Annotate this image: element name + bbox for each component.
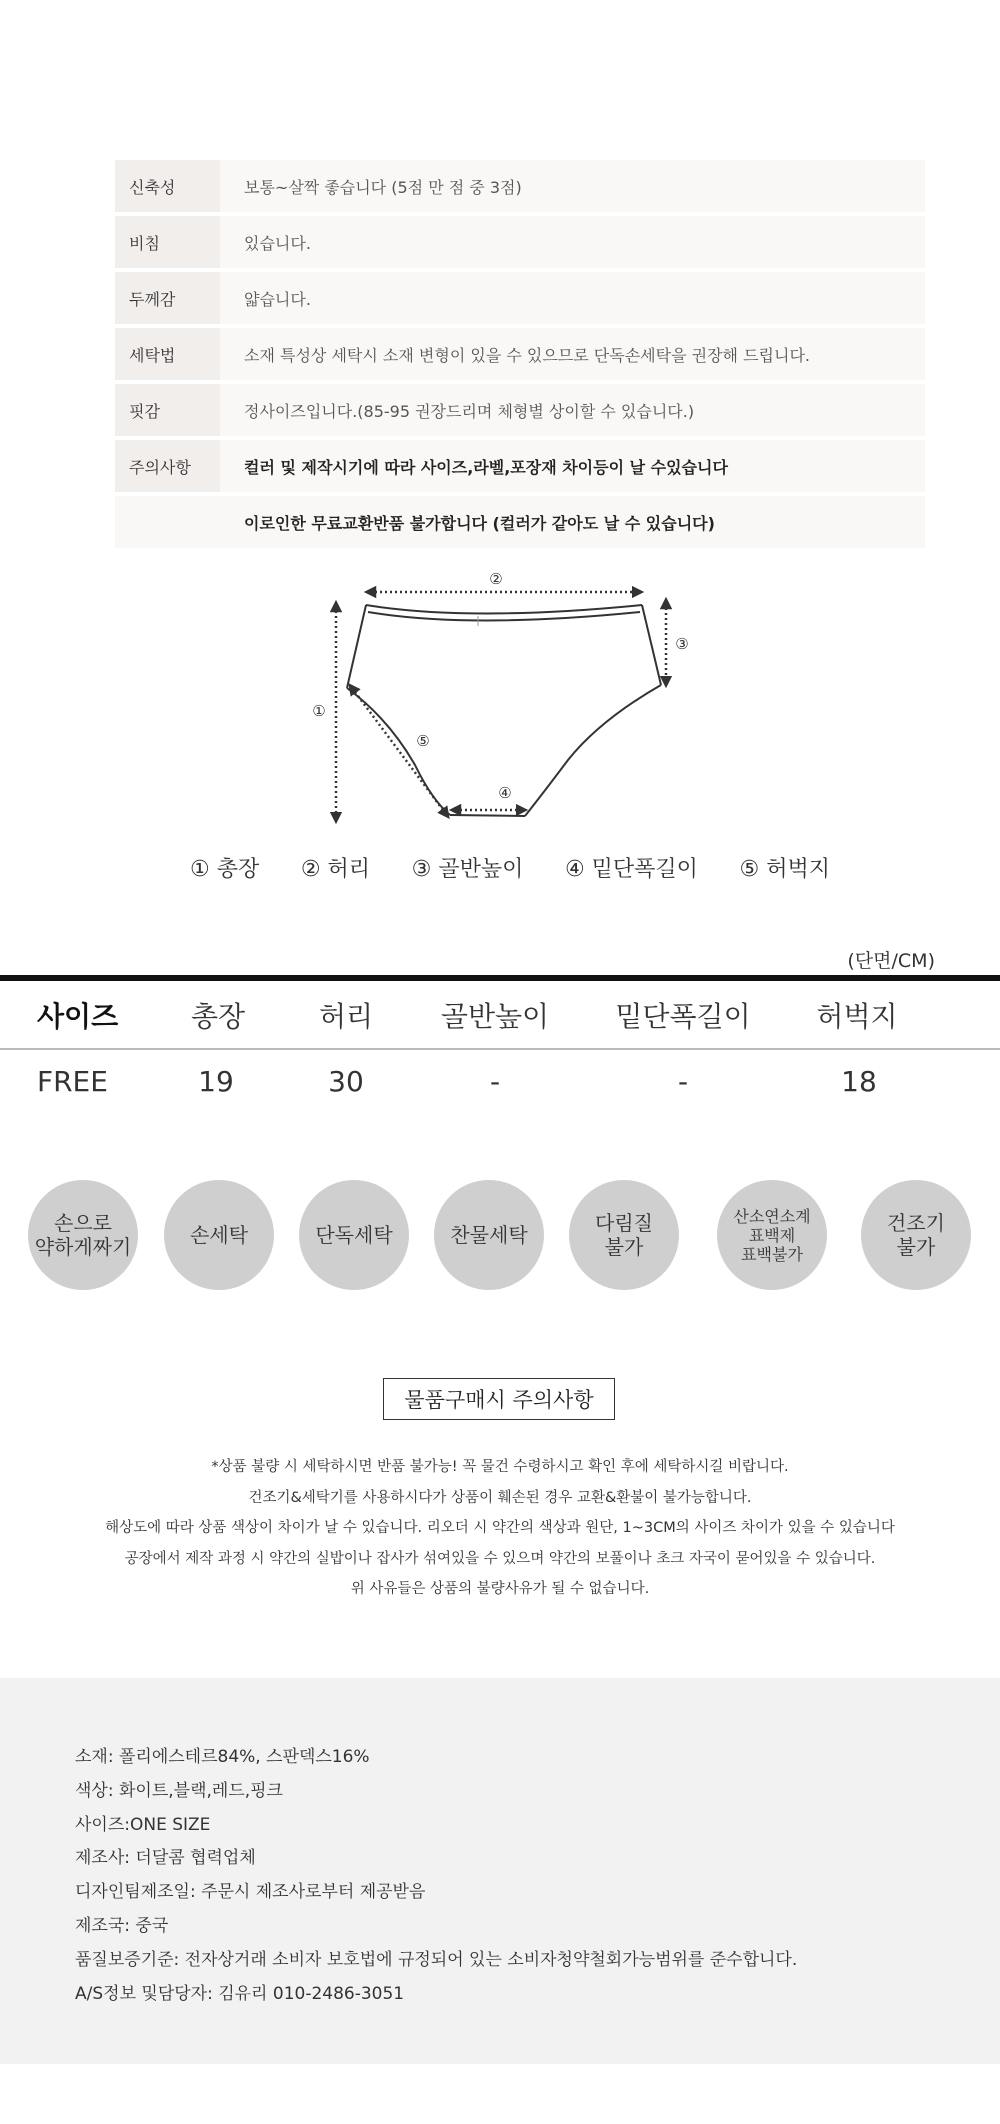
legend-waist: ② 허리 (300, 857, 371, 882)
care-label: 약하게짜기 (34, 1235, 132, 1259)
hem-width-value: - (677, 1065, 689, 1098)
care-label: 건조기 (887, 1211, 945, 1235)
property-key: 비침 (115, 216, 220, 268)
product-info-list (75, 1741, 797, 2011)
info-country: 제조국: 중국 (75, 1915, 169, 1936)
header-size: 사이즈 (37, 1000, 119, 1033)
property-key: 신축성 (115, 160, 220, 212)
total-length-value: 19 (198, 1065, 234, 1098)
notice-line: 건조기&세탁기를 사용하시다가 상품이 훼손된 경우 교환&환불이 불가능합니다. (248, 1489, 752, 1506)
info-manufacturer: 제조사: 더달콤 협력업체 (75, 1848, 256, 1869)
property-value: 컬러 및 제작시기에 따라 사이즈,라벨,포장재 차이등이 날 수있습니다 (244, 457, 728, 477)
info-manufacture-date: 디자인팀제조일: 주문시 제조사로부터 제공받음 (75, 1882, 426, 1903)
care-label: 손으로 (54, 1211, 112, 1235)
size-value: FREE (37, 1065, 108, 1098)
info-as-contact: A/S정보 및담당자: 김유리 010-2486-3051 (75, 1983, 405, 2004)
care-label: 찬물세탁 (450, 1223, 528, 1247)
marker-waist: ② (489, 570, 503, 588)
header-total-length: 총장 (190, 1000, 246, 1033)
property-key: 주의사항 (115, 440, 220, 492)
property-row-thickness (115, 272, 925, 324)
property-row-fit (115, 384, 925, 436)
care-label: 다림질 (595, 1211, 653, 1235)
notice-line: 공장에서 제작 과정 시 약간의 실밥이나 잡사가 섞여있을 수 있으며 약간의 보풀이나 초크 자국이 묻어있을 수 있습니다. (124, 1550, 876, 1567)
property-row-sheerness (115, 216, 925, 268)
marker-hip-height: ③ (675, 635, 689, 653)
property-value: 정사이즈입니다.(85-95 권장드리며 체형별 상이할 수 있습니다.) (244, 401, 695, 421)
info-size: 사이즈:ONE SIZE (75, 1814, 211, 1835)
product-info-box (0, 1678, 1000, 2064)
property-key (115, 496, 220, 548)
legend-total-length: ① 총장 (190, 857, 260, 882)
notice-text (0, 1452, 1000, 1605)
care-no-ironing (569, 1180, 679, 1290)
care-no-dryer (861, 1180, 971, 1290)
measurement-legend (190, 852, 830, 883)
care-wash-separately (299, 1180, 409, 1290)
care-label: 불가 (896, 1235, 936, 1259)
property-value: 있습니다. (244, 233, 311, 253)
notice-line: 해상도에 따라 상품 색상이 차이가 날 수 있습니다. 리오더 시 약간의 색상과 원단, 1~3CM의 사이즈 차이가 있을 수 있습니다 (105, 1520, 895, 1536)
property-value: 얇습니다. (244, 289, 311, 309)
property-key: 두께감 (115, 272, 220, 324)
info-quality-guarantee: 품질보증기준: 전자상거래 소비자 보호법에 규정되어 있는 소비자청약철회가능범위를 준수합니다. (75, 1949, 798, 1970)
hip-height-value: - (489, 1065, 501, 1098)
care-hand-wring-gently (28, 1180, 138, 1290)
table-header-rule (0, 1048, 1000, 1050)
thigh-value: 18 (841, 1065, 877, 1098)
legend-hem-width: ④ 밑단폭길이 (564, 857, 698, 882)
info-colors: 색상: 화이트,블랙,레드,핑크 (75, 1780, 283, 1801)
header-hem-width: 밑단폭길이 (615, 1000, 751, 1033)
property-value: 소재 특성상 세탁시 소재 변형이 있을 수 있으므로 단독손세탁을 권장해 드립니다. (244, 345, 810, 365)
notice-line: 위 사유들은 상품의 불량사유가 될 수 없습니다. (350, 1581, 650, 1597)
notice-title: 물품구매시 주의사항 (383, 1378, 615, 1420)
table-top-rule (0, 975, 1000, 981)
care-label: 단독세탁 (315, 1223, 393, 1247)
property-row-elasticity (115, 160, 925, 212)
header-hip-height: 골반높이 (440, 1000, 550, 1033)
header-thigh: 허벅지 (816, 1000, 898, 1033)
property-key: 세탁법 (115, 328, 220, 380)
care-cold-water (434, 1180, 544, 1290)
care-label: 표백불가 (741, 1244, 803, 1264)
care-label: 산소연소계 (733, 1206, 811, 1226)
marker-hem-width: ④ (498, 784, 512, 802)
product-property-table (115, 160, 925, 552)
care-instructions (28, 1180, 972, 1292)
waist-value: 30 (328, 1065, 364, 1098)
property-row-washing (115, 328, 925, 380)
care-hand-wash (164, 1180, 274, 1290)
header-waist: 허리 (318, 1000, 374, 1033)
property-row-caution-continued (115, 496, 925, 548)
care-label: 불가 (604, 1235, 644, 1259)
care-no-bleach (717, 1180, 827, 1290)
legend-thigh: ⑤ 허벅지 (739, 857, 830, 882)
care-label: 표백제 (748, 1225, 796, 1245)
property-value: 이로인한 무료교환반품 불가합니다 (컬러가 같아도 날 수 있습니다) (244, 513, 715, 533)
care-label: 손세탁 (190, 1223, 248, 1247)
legend-hip-height: ③ 골반높이 (411, 857, 524, 882)
property-key: 핏감 (115, 384, 220, 436)
marker-thigh: ⑤ (416, 732, 430, 750)
marker-total-length: ① (312, 702, 326, 720)
info-material: 소재: 폴리에스테르84%, 스판덱스16% (75, 1747, 370, 1767)
measurement-diagram (300, 560, 700, 840)
property-row-caution (115, 440, 925, 492)
size-unit-label: (단면/CM) (847, 950, 935, 972)
notice-line: *상품 불량 시 세탁하시면 반품 불가능! 꼭 물건 수령하시고 확인 후에 세탁하시길 비랍니다. (211, 1459, 789, 1475)
property-value: 보통~살짝 좋습니다 (5점 만 점 중 3점) (244, 177, 522, 197)
